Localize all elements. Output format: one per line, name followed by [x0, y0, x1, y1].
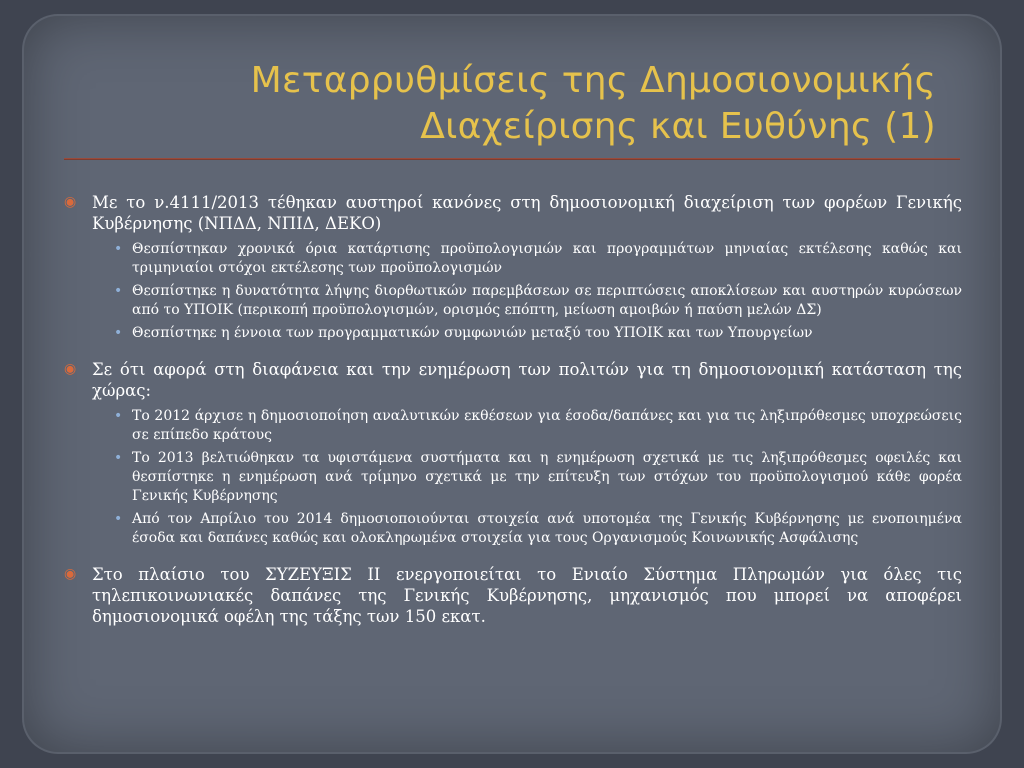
- target-circle-icon: ◉: [64, 361, 77, 377]
- bullet-text: Στο πλαίσιο του ΣΥΖΕΥΞΙΣ ΙΙ ενεργοποιείται το Ενιαίο Σύστημα Πληρωμών για όλες τις τηλεπικοινωνιακές δαπάνες της Γενικής Κυβέρνησης, μηχανισμός που μπορεί να αποφέρει δημοσιονομικά οφέλη της τάξης των 150 εκατ.: [92, 565, 962, 626]
- sub-bullet-list: [92, 240, 962, 343]
- sub-bullet-text: Το 2013 βελτιώθηκαν τα υφιστάμενα συστήματα και η ενημέρωση σχετικά με τις ληξιπρόθεσμες οφειλές και θεσπίστηκε η ενημέρωση ανά τρίμηνο σχετικά με την επίτευξη των στόχων του προϋπολογισμού κάθε φορέα Γενικής Κυβέρνησης: [132, 450, 962, 504]
- sub-bullet-item: [92, 510, 962, 548]
- sub-bullet-item: [92, 282, 962, 320]
- dot-icon: •: [114, 408, 123, 424]
- sub-bullet-item: [92, 240, 962, 278]
- sub-bullet-text: Θεσπίστηκαν χρονικά όρια κατάρτισης προϋπολογισμών και προγραμμάτων μηνιαίας εκτέλεσης καθώς και τριμηνιαίοι στόχοι εκτέλεσης των προϋπολογισμών: [132, 241, 962, 276]
- sub-bullet-text: Από τον Απρίλιο του 2014 δημοσιοποιούνται στοιχεία ανά υποτομέα της Γενικής Κυβέρνησης με ενοποιημένα έσοδα και δαπάνες καθώς και ολοκληρωμένα στοιχεία για τους Οργανισμούς Κοινωνικής Ασφάλισης: [132, 511, 962, 546]
- title-line-1: Μεταρρυθμίσεις της Δημοσιονομικής: [250, 60, 936, 101]
- bullet-item: [64, 564, 962, 627]
- title-line-2: Διαχείρισης και Ευθύνης (1): [420, 106, 936, 147]
- bullet-text: Σε ότι αφορά στη διαφάνεια και την ενημέρωση των πολιτών για τη δημοσιονομική κατάσταση της χώρας:: [92, 360, 962, 400]
- sub-bullet-text: Θεσπίστηκε η δυνατότητα λήψης διορθωτικών παρεμβάσεων σε περιπτώσεις αποκλίσεων και αυστηρών κυρώσεων από το ΥΠΟΙΚ (περικοπή προϋπολογισμών, ορισμός επόπτη, μείωση αμοιβών ή παύση μελών ΔΣ): [132, 283, 962, 318]
- bullet-item: [64, 192, 962, 343]
- target-circle-icon: ◉: [64, 566, 77, 582]
- title-divider: [64, 158, 960, 159]
- spacer: [64, 343, 962, 359]
- slide-title: [116, 58, 936, 150]
- dot-icon: •: [114, 450, 123, 466]
- target-circle-icon: ◉: [64, 194, 77, 210]
- dot-icon: •: [114, 511, 123, 527]
- sub-bullet-item: [92, 324, 962, 343]
- dot-icon: •: [114, 325, 123, 341]
- slide: [24, 16, 1000, 752]
- spacer: [64, 548, 962, 564]
- bullet-item: [64, 359, 962, 548]
- bullet-text: Με το ν.4111/2013 τέθηκαν αυστηροί κανόνες στη δημοσιονομική διαχείριση των φορέων Γενικής Κυβέρνησης (ΝΠΔΔ, ΝΠΙΔ, ΔΕΚΟ): [92, 193, 962, 233]
- sub-bullet-list: [92, 407, 962, 548]
- slide-body: [64, 192, 962, 627]
- sub-bullet-item: [92, 407, 962, 445]
- dot-icon: •: [114, 241, 123, 257]
- sub-bullet-text: Το 2012 άρχισε η δημοσιοποίηση αναλυτικών εκθέσεων για έσοδα/δαπάνες και για τις ληξιπρόθεσμες υποχρεώσεις σε επίπεδο κράτους: [132, 408, 962, 443]
- sub-bullet-item: [92, 449, 962, 506]
- sub-bullet-text: Θεσπίστηκε η έννοια των προγραμματικών συμφωνιών μεταξύ του ΥΠΟΙΚ και των Υπουργείων: [132, 325, 813, 341]
- dot-icon: •: [114, 283, 123, 299]
